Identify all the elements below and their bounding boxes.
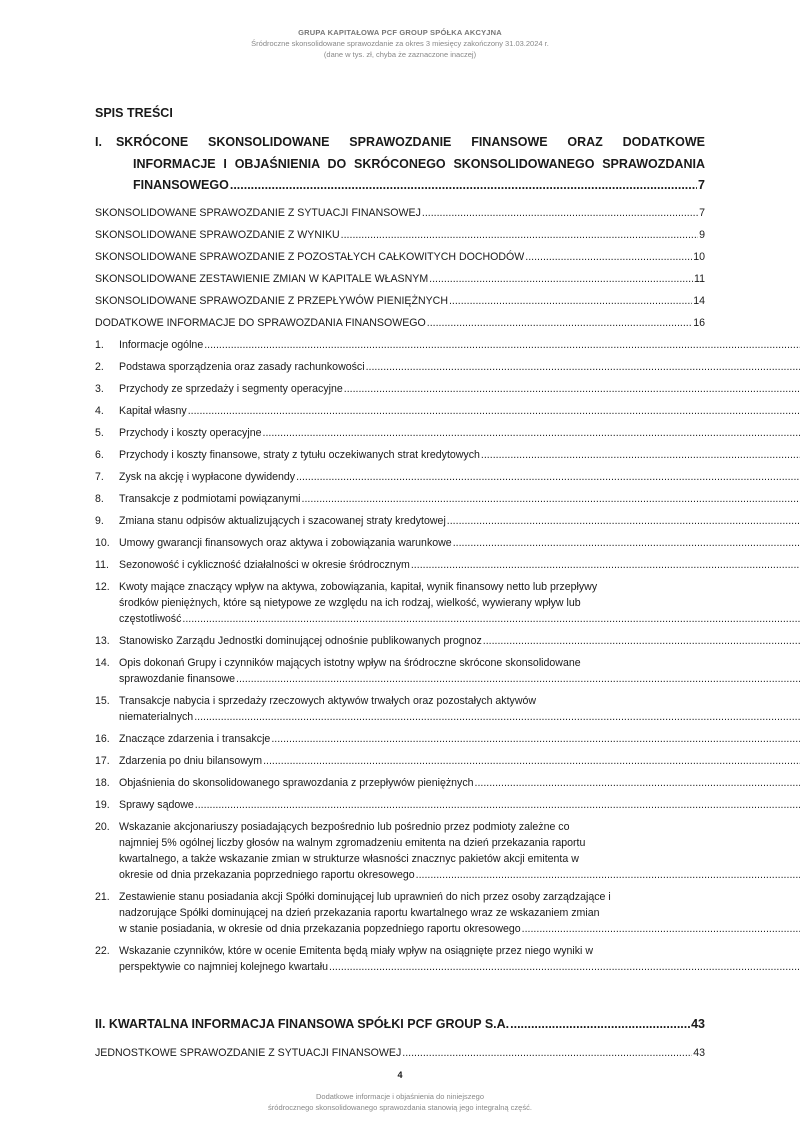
entry-title-last-line — [119, 513, 800, 529]
leader-dots — [204, 337, 800, 353]
leader-dots — [522, 921, 800, 937]
entry-title-line: Wskazanie akcjonariuszy posiadających bezpośrednio lub pośrednio przez podmioty zależne co — [119, 821, 570, 833]
leader-dots — [453, 535, 800, 551]
entry-title-last-line — [119, 775, 800, 791]
entry-body — [119, 447, 800, 463]
leader-dots — [230, 175, 697, 197]
entry-title-line: Przychody ze sprzedaży i segmenty operacyjne — [119, 383, 343, 395]
entry-title-line: Znaczące zdarzenia i transakcje — [119, 733, 271, 745]
toc-entry[interactable] — [95, 249, 705, 271]
entry-number: 20. — [95, 821, 110, 833]
leader-dots — [195, 797, 800, 813]
section-1-line-1 — [95, 132, 705, 154]
toc-entry-numbered[interactable] — [95, 513, 705, 529]
entry-title-last-line — [119, 425, 800, 441]
entry-title-line: niematerialnych — [119, 711, 194, 723]
toc-entry-numbered[interactable] — [95, 775, 705, 791]
leader-dots — [302, 491, 800, 507]
entry-number: 10. — [95, 537, 110, 549]
entry-title: SKONSOLIDOWANE SPRAWOZDANIE Z PRZEPŁYWÓW PIENIĘŻNYCH — [95, 295, 448, 307]
leader-dots — [481, 447, 800, 463]
entry-body — [119, 469, 800, 485]
entry-title-line: w stanie posiadania, w okresie od dnia przekazania popzedniego raportu okresowego — [119, 923, 521, 935]
leader-dots — [296, 469, 800, 485]
toc-entry-numbered[interactable] — [95, 359, 705, 375]
toc-entry-numbered[interactable] — [95, 633, 705, 649]
leader-dots — [329, 959, 800, 975]
entry-page: 7 — [699, 207, 705, 219]
leader-dots — [271, 731, 800, 747]
entry-body — [119, 693, 800, 725]
entry-body — [119, 797, 800, 813]
leader-dots — [525, 249, 692, 265]
entry-body — [119, 513, 800, 529]
entry-title-line: Przychody i koszty operacyjne — [119, 427, 262, 439]
entry-number: 18. — [95, 777, 110, 789]
entry-title-line: okresie od dnia przekazania poprzedniego raportu okresowego — [119, 869, 415, 881]
leader-dots — [182, 611, 800, 627]
toc-entry-numbered[interactable] — [95, 535, 705, 551]
entry-title-line: Umowy gwarancji finansowych oraz aktywa i zobowiązania warunkowe — [119, 537, 452, 549]
entry-body — [119, 337, 800, 353]
entry-title-line: kwartalnego, a także wskazanie zmian w strukturze własności znacznyc pakietów akcji emitenta w — [119, 853, 579, 865]
entry-number: 14. — [95, 657, 110, 669]
section-1-label: I. — [95, 135, 102, 149]
toc-list — [95, 205, 705, 981]
entry-body — [119, 889, 800, 937]
section-1-title-line-2: INFORMACJE I OBJAŚNIENIA DO SKRÓCONEGO SKONSOLIDOWANEGO SPRAWOZDANIA — [133, 156, 705, 171]
entry-number: 16. — [95, 733, 110, 745]
leader-dots — [447, 513, 800, 529]
entry-title-line: Sprawy sądowe — [119, 799, 194, 811]
entry-title-line: Zmiana stanu odpisów aktualizujących i szacowanej straty kredytowej — [119, 515, 446, 527]
entry-number: 5. — [95, 427, 104, 439]
entry-page: 16 — [693, 317, 705, 329]
leader-dots — [263, 425, 800, 441]
entry-title-last-line — [119, 671, 800, 687]
entry-number: 15. — [95, 695, 110, 707]
entry-body — [119, 943, 800, 975]
entry-title-line: częstotliwość — [119, 613, 182, 625]
toc-entry-numbered[interactable] — [95, 403, 705, 419]
toc-entry-numbered[interactable] — [95, 425, 705, 441]
toc-entry-numbered[interactable] — [95, 337, 705, 353]
entry-number: 7. — [95, 471, 104, 483]
entry-title-line: Zestawienie stanu posiadania akcji Spółki dominującej lub uprawnień do nich przez osoby zarządzające i — [119, 891, 611, 903]
entry-title-line: Informacje ogólne — [119, 339, 204, 351]
leader-dots — [341, 227, 698, 243]
report-subtitle: Śródroczne skonsolidowane sprawozdanie za okres 3 miesięcy zakończony 31.03.2024 r. — [251, 39, 549, 48]
entry-number: 12. — [95, 581, 110, 593]
toc-entry-numbered[interactable] — [95, 469, 705, 485]
entry-title-line: Objaśnienia do skonsolidowanego sprawozdania z przepływów pieniężnych — [119, 777, 474, 789]
entry-title-line: Podstawa sporządzenia oraz zasady rachunkowości — [119, 361, 365, 373]
entry-title-line: Kapitał własny — [119, 405, 187, 417]
toc-entry-numbered[interactable] — [95, 889, 705, 937]
entry-title-last-line — [119, 491, 800, 507]
toc-entry-numbered[interactable] — [95, 753, 705, 769]
footer-line-2: śródrocznego skonsolidowanego sprawozdania stanowią jego integralną część. — [268, 1103, 532, 1112]
leader-dots — [344, 381, 800, 397]
entry-title: SKONSOLIDOWANE SPRAWOZDANIE Z WYNIKU — [95, 229, 340, 241]
entry-body — [119, 403, 800, 419]
entry-body — [119, 425, 800, 441]
entry-number: 11. — [95, 559, 109, 571]
entry-number: 22. — [95, 945, 110, 957]
entry-title: DODATKOWE INFORMACJE DO SPRAWOZDANIA FINANSOWEGO — [95, 317, 426, 329]
entry-number: 2. — [95, 361, 104, 373]
toc-title: SPIS TREŚCI — [95, 106, 173, 120]
leader-dots — [236, 671, 800, 687]
entry-number: 3. — [95, 383, 104, 395]
toc-entry-standalone-balance[interactable] — [95, 1047, 705, 1059]
toc-entry-numbered[interactable] — [95, 731, 705, 747]
entry-title-line: Zysk na akcję i wypłacone dywidendy — [119, 471, 296, 483]
entry-title-line: środków pieniężnych, które są nietypowe ze względu na ich rodzaj, wielkość, wywierany wpływ lub — [119, 597, 581, 609]
leader-dots — [429, 271, 693, 287]
toc-section-1[interactable] — [95, 132, 705, 197]
entry-page: 11 — [694, 273, 705, 285]
entry-number: 19. — [95, 799, 110, 811]
entry-title-last-line — [119, 633, 800, 649]
entry-number: 17. — [95, 755, 110, 767]
entry-title-line: Kwoty mające znaczący wpływ na aktywa, zobowiązania, kapitał, wynik finansowy netto lub przepływy — [119, 581, 598, 593]
leader-dots — [402, 1047, 692, 1059]
toc-entry[interactable] — [95, 271, 705, 293]
leader-dots — [427, 315, 692, 331]
entry-title-line: nadzorujące Spółki dominującej na dzień przekazania raportu kwartalnego wraz ze wskazaniem zmian — [119, 907, 600, 919]
entry-number: 13. — [95, 635, 110, 647]
entry-body — [119, 655, 800, 687]
entry-body — [119, 731, 800, 747]
entry-number: 1. — [95, 339, 104, 351]
toc-entry-numbered[interactable] — [95, 447, 705, 463]
entry-body — [119, 491, 800, 507]
entry-page: 10 — [693, 251, 705, 263]
leader-dots — [366, 359, 800, 375]
entry-title-last-line — [119, 381, 800, 397]
leader-dots — [422, 205, 698, 221]
entry-body — [119, 557, 800, 573]
currency-note: (dane w tys. zł, chyba że zaznaczone inaczej) — [323, 50, 477, 59]
entry-page: 9 — [699, 229, 705, 241]
toc-entry-numbered[interactable] — [95, 819, 705, 883]
toc-entry-numbered[interactable] — [95, 693, 705, 725]
entry-body — [119, 633, 800, 649]
toc-entry-numbered[interactable] — [95, 943, 705, 975]
entry-title: SKONSOLIDOWANE ZESTAWIENIE ZMIAN W KAPITALE WŁASNYM — [95, 273, 429, 285]
leader-dots — [483, 633, 800, 649]
entry-title: SKONSOLIDOWANE SPRAWOZDANIE Z SYTUACJI FINANSOWEJ — [95, 207, 421, 219]
section-1-page: 7 — [698, 178, 705, 192]
entry-body — [119, 535, 800, 551]
entry-number: 21. — [95, 891, 110, 903]
entry-title-line: Stanowisko Zarządu Jednostki dominującej odnośnie publikowanych prognoz — [119, 635, 482, 647]
entry-title-line: Opis dokonań Grupy i czynników mających istotny wpływ na śródroczne skrócone skonsolidowane — [119, 657, 581, 669]
entry-title-last-line — [119, 359, 800, 375]
entry-title-line: Zdarzenia po dniu bilansowym — [119, 755, 263, 767]
entry-title-line: perspektywie co najmniej kolejnego kwartału — [119, 961, 329, 973]
leader-dots — [188, 403, 800, 419]
entry-title: JEDNOSTKOWE SPRAWOZDANIE Z SYTUACJI FINANSOWEJ — [95, 1047, 402, 1059]
toc-entry-numbered[interactable] — [95, 655, 705, 687]
entry-title-last-line — [119, 867, 800, 883]
toc-entry-numbered[interactable] — [95, 491, 705, 507]
toc-entry[interactable] — [95, 205, 705, 227]
entry-title-last-line — [119, 403, 800, 419]
leader-dots — [510, 1017, 690, 1031]
entry-title-last-line — [119, 797, 800, 813]
section-1-title-line-3 — [95, 175, 705, 197]
entry-number: 4. — [95, 405, 104, 417]
entry-body — [119, 579, 800, 627]
entry-title-last-line — [119, 753, 800, 769]
leader-dots — [416, 867, 800, 883]
footer-line-1: Dodatkowe informacje i objaśnienia do niniejszego — [315, 1092, 485, 1101]
entry-body — [119, 381, 800, 397]
entry-title-line: Sezonowość i cykliczność działalności w okresie śródrocznym — [119, 559, 410, 571]
section-1-title-line-3-text: FINANSOWEGO — [133, 178, 229, 192]
entry-title-line: Wskazanie czynników, które w ocenie Emitenta będą miały wpływ na osiągnięte przez niego wyniki w — [119, 945, 593, 957]
entry-number: 6. — [95, 449, 104, 461]
page-footer — [0, 1091, 800, 1113]
leader-dots — [449, 293, 692, 309]
entry-title-last-line — [119, 921, 800, 937]
entry-title-line: sprawozdanie finansowe — [119, 673, 236, 685]
entry-title-last-line — [119, 731, 800, 747]
entry-number: 9. — [95, 515, 104, 527]
entry-title-last-line — [119, 959, 800, 975]
section-2-title: II. KWARTALNA INFORMACJA FINANSOWA SPÓŁKI PCF GROUP S.A. — [95, 1017, 510, 1031]
entry-title-line: Przychody i koszty finansowe, straty z tytułu oczekiwanych strat kredytowych — [119, 449, 480, 461]
section-1-title-line-1: SKRÓCONE SKONSOLIDOWANE SPRAWOZDANIE FINANSOWE ORAZ DODATKOWE — [115, 135, 705, 149]
toc-entry-numbered[interactable] — [95, 381, 705, 397]
company-name: GRUPA KAPITAŁOWA PCF GROUP SPÓŁKA AKCYJNA — [298, 28, 502, 37]
entry-page: 14 — [693, 295, 705, 307]
toc-entry[interactable] — [95, 315, 705, 337]
toc-entry[interactable] — [95, 227, 705, 249]
entry-title-last-line — [119, 447, 800, 463]
section-2-page: 43 — [691, 1017, 705, 1031]
entry-number: 8. — [95, 493, 104, 505]
entry-title-last-line — [119, 557, 800, 573]
page-number: 4 — [397, 1070, 403, 1080]
entry-page: 43 — [693, 1047, 705, 1059]
toc-entry[interactable] — [95, 293, 705, 315]
toc-section-2[interactable] — [95, 1017, 705, 1031]
leader-dots — [194, 709, 800, 725]
leader-dots — [475, 775, 800, 791]
entry-body — [119, 753, 800, 769]
entry-body — [119, 359, 800, 375]
entry-title-line: Transakcje z podmiotami powiązanymi — [119, 493, 301, 505]
entry-title-last-line — [119, 709, 800, 725]
entry-title: SKONSOLIDOWANE SPRAWOZDANIE Z POZOSTAŁYCH CAŁKOWITYCH DOCHODÓW — [95, 251, 525, 263]
entry-title-line: najmniej 5% ogólnej liczby głosów na walnym zgromadzeniu emitenta na dzień przekazania raportu — [119, 837, 586, 849]
entry-body — [119, 775, 800, 791]
entry-title-last-line — [119, 535, 800, 551]
leader-dots — [263, 753, 800, 769]
toc-entry-numbered[interactable] — [95, 557, 705, 573]
entry-title-last-line — [119, 469, 800, 485]
leader-dots — [411, 557, 800, 573]
toc-entry-numbered[interactable] — [95, 797, 705, 813]
entry-title-last-line — [119, 611, 800, 627]
entry-title-line: Transakcje nabycia i sprzedaży rzeczowych aktywów trwałych oraz pozostałych aktywów — [119, 695, 537, 707]
page-header — [0, 28, 800, 59]
toc-entry-numbered[interactable] — [95, 579, 705, 627]
entry-body — [119, 819, 800, 883]
entry-title-last-line — [119, 337, 800, 353]
